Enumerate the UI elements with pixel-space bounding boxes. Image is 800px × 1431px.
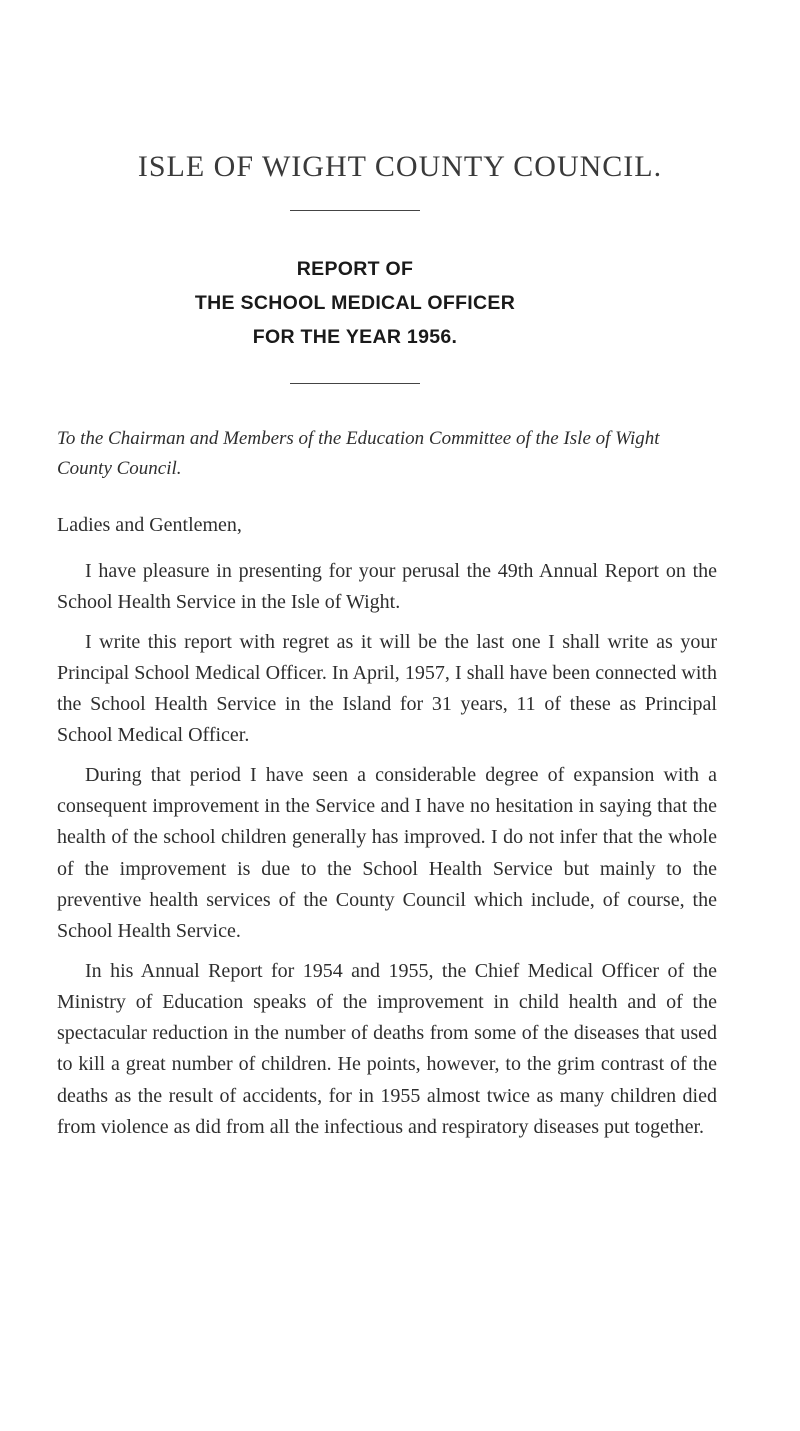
paragraph-4: In his Annual Report for 1954 and 1955, the Chief Medical Officer of the Ministry of Education speaks of the improvement in child health and of the spectacular reduction in the number of deaths from some of the diseases that used to kill a great number of children. He points, however, to the grim contrast of the deaths as the result of accidents, for in 1955 almost twice as many children died from violence as did from all the infectious and respiratory diseases put together. <box>57 959 717 1139</box>
body-text <box>57 556 717 1151</box>
paragraph-3: During that period I have seen a considerable degree of expansion with a consequent improvement in the Service and I have no hesitation in saying that the health of the school children generally has improved. I do not infer that the whole of the improvement is due to the School Health Service but mainly to the preventive health services of the County Council which include, of course, the School Health Service. <box>57 763 717 943</box>
top-divider <box>290 210 420 211</box>
paragraph-2: I write this report with regret as it will be the last one I shall write as your Principal School Medical Officer. In April, 1957, I shall have been connected with the School Health Service in the Island for 31 years, 11 of these as Principal School Medical Officer. <box>57 630 717 747</box>
report-heading-line-2: THE SCHOOL MEDICAL OFFICER <box>194 292 516 314</box>
report-heading <box>0 252 710 354</box>
report-heading-line-1: REPORT OF <box>296 258 414 280</box>
bottom-divider <box>290 383 420 384</box>
report-heading-line-3: FOR THE YEAR 1956. <box>252 326 458 348</box>
address-line: To the Chairman and Members of the Education Committee of the Isle of Wight County Council. <box>57 428 660 479</box>
paragraph-1: I have pleasure in presenting for your perusal the 49th Annual Report on the School Health Service in the Isle of Wight. <box>57 560 717 614</box>
council-title: ISLE OF WIGHT COUNTY COUNCIL. <box>137 150 663 183</box>
salutation: Ladies and Gentlemen, <box>57 514 242 536</box>
